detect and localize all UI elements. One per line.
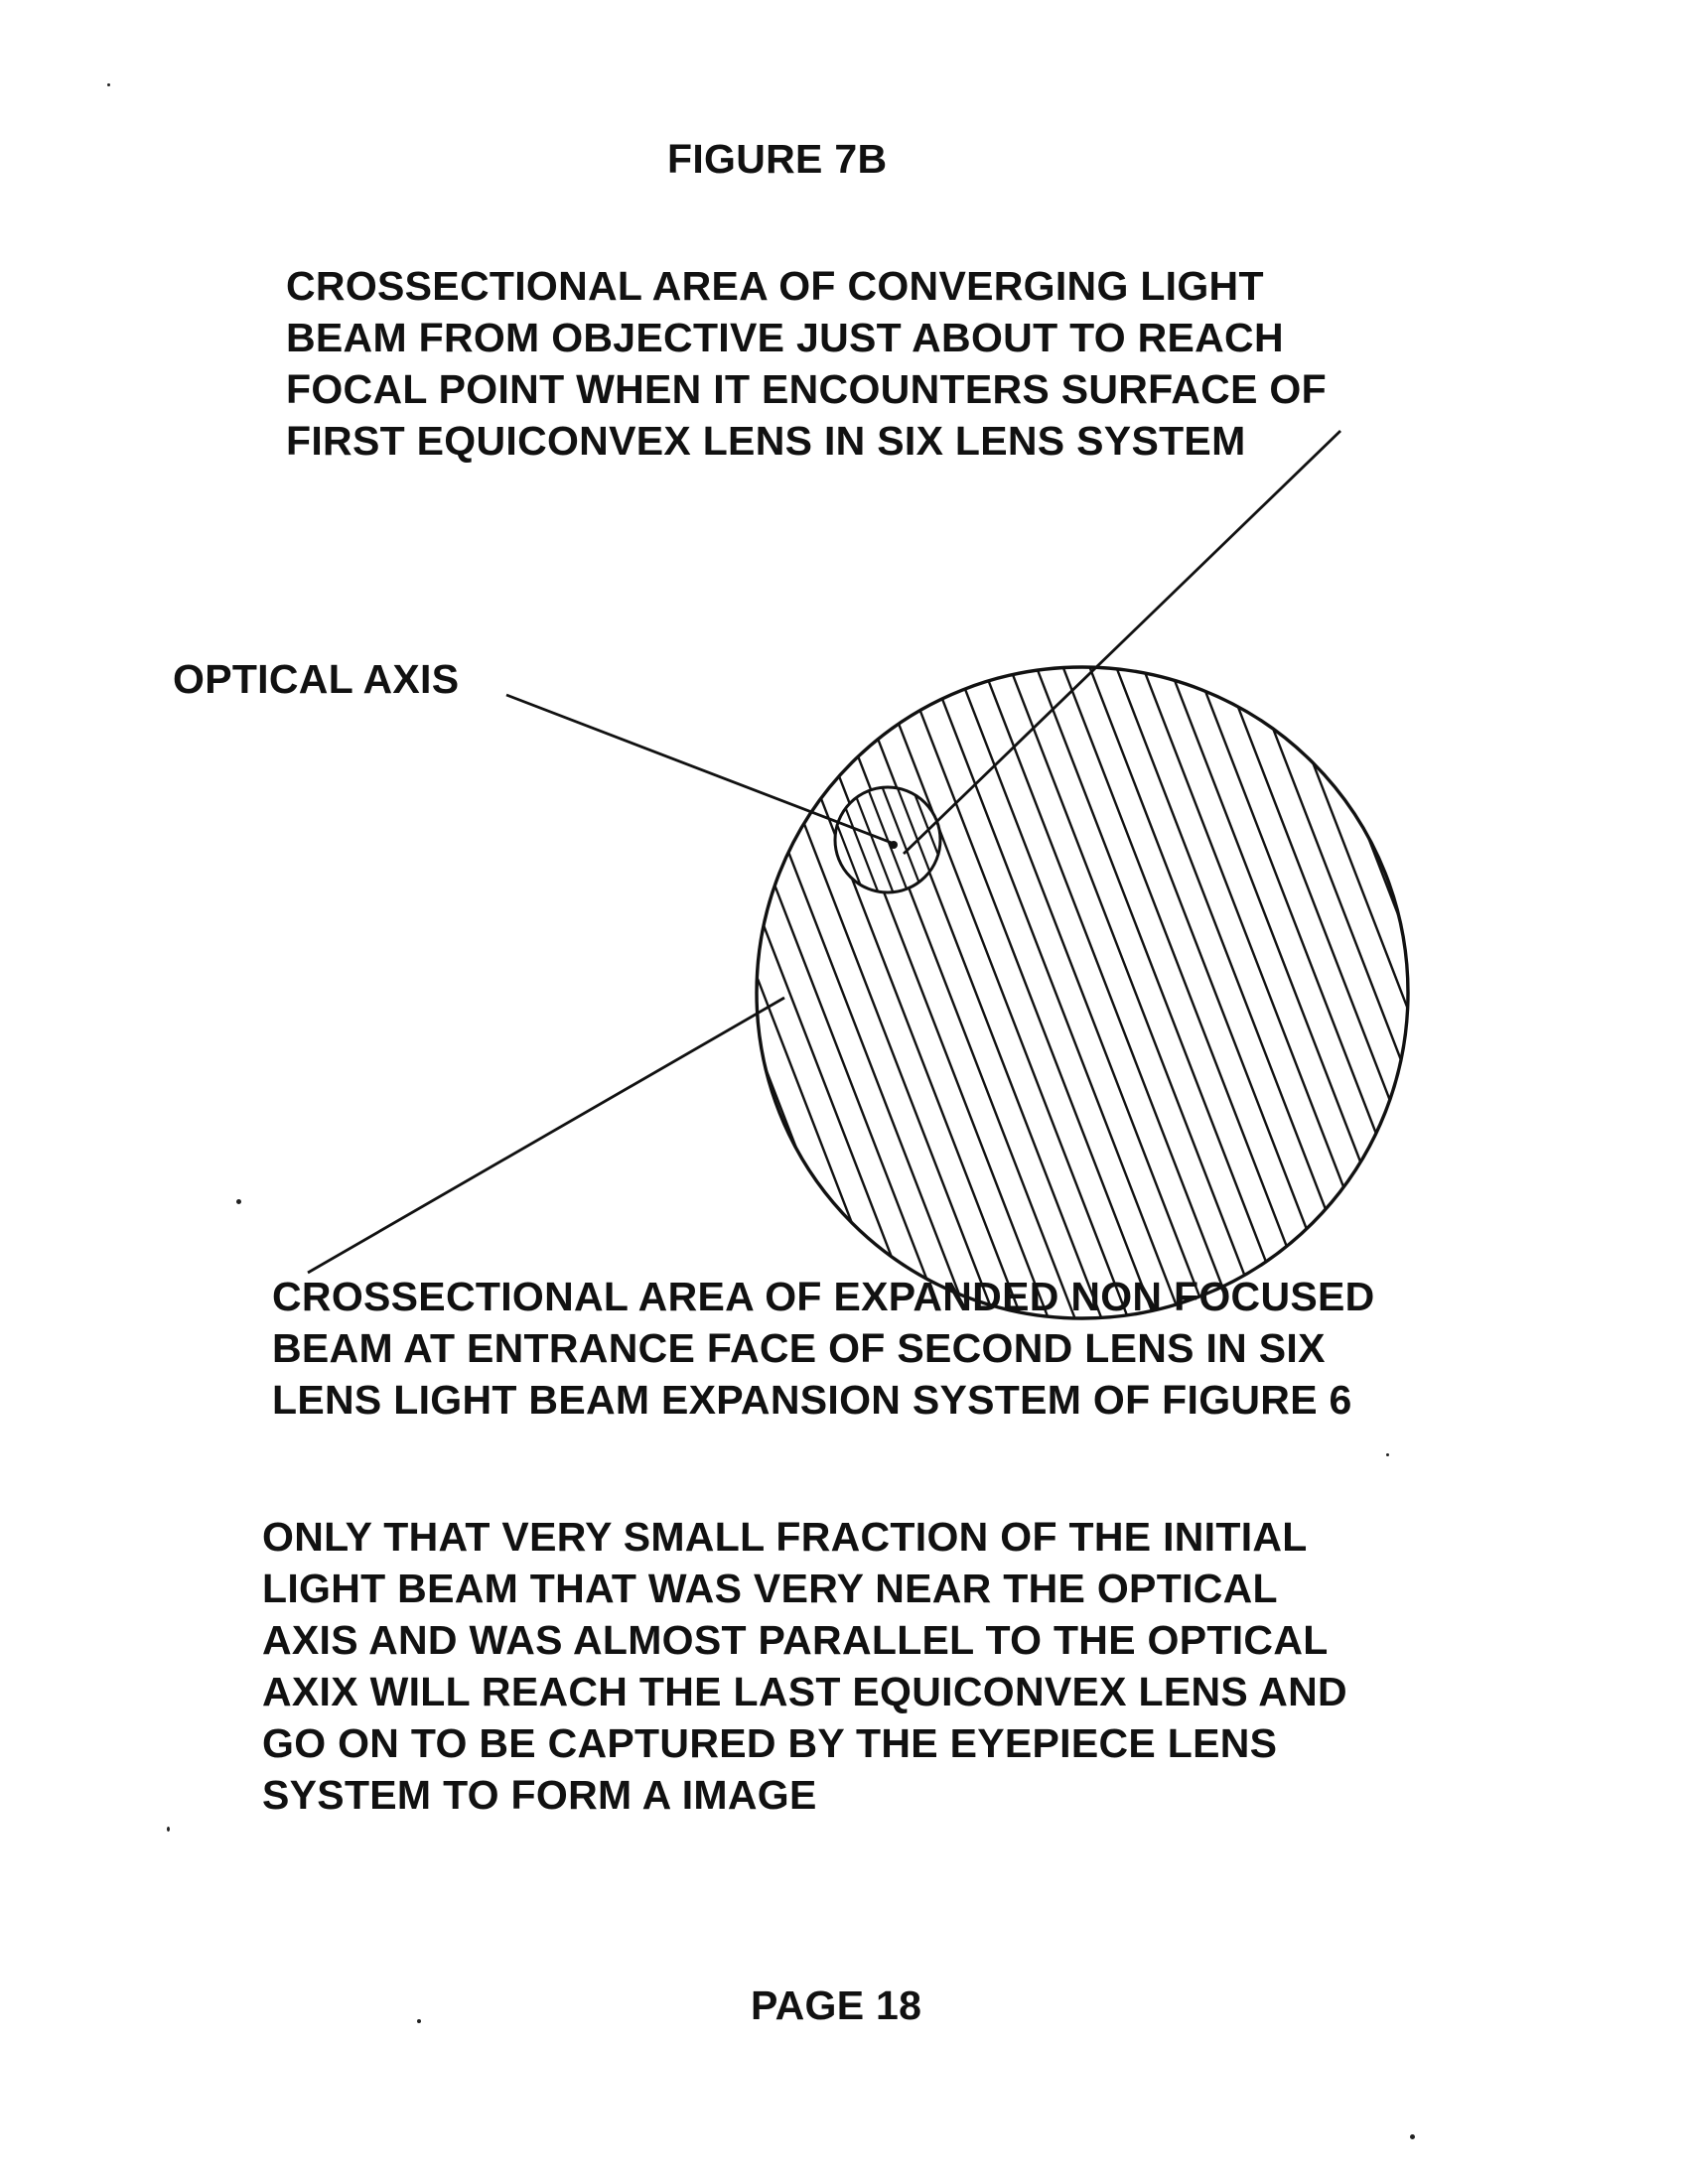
converging-beam-label-line: FIRST EQUICONVEX LENS IN SIX LENS SYSTEM — [286, 418, 1246, 464]
expanded-beam-hatch-line — [1289, 494, 1570, 1223]
note-line: SYSTEM TO FORM A IMAGE — [262, 1772, 817, 1818]
note-line: GO ON TO BE CAPTURED BY THE EYEPIECE LENS — [262, 1720, 1278, 1766]
expanded-beam-hatch-line — [1057, 584, 1338, 1312]
expanded-beam-hatch-line — [988, 611, 1269, 1339]
expanded-beam-hatch-line — [965, 619, 1246, 1348]
page-number: PAGE 18 — [751, 1982, 922, 2028]
scan-speck — [1410, 2134, 1415, 2139]
expanded-beam-hatch-line — [1266, 503, 1547, 1232]
note-line: LIGHT BEAM THAT WAS VERY NEAR THE OPTICAL — [262, 1566, 1278, 1611]
expanded-beam-label-line: CROSSECTIONAL AREA OF EXPANDED NON FOCUSED — [272, 1274, 1375, 1319]
expanded-beam-label-line: BEAM AT ENTRANCE FACE OF SECOND LENS IN SIX — [272, 1325, 1326, 1371]
expanded-beam-hatch-line — [1243, 512, 1524, 1241]
optical-axis-leader-line — [506, 695, 892, 843]
note-line: AXIX WILL REACH THE LAST EQUICONVEX LENS AND — [262, 1669, 1347, 1714]
expanded-beam-hatch-line — [1174, 539, 1455, 1268]
converging-beam-label-line: FOCAL POINT WHEN IT ENCOUNTERS SURFACE OF — [286, 366, 1327, 412]
scan-speck — [167, 1827, 170, 1832]
scan-speck — [107, 83, 110, 86]
expanded-beam-hatch-line — [896, 646, 1177, 1375]
note-line: AXIS AND WAS ALMOST PARALLEL TO THE OPTICAL — [262, 1617, 1329, 1663]
expanded-beam-hatch-line — [941, 628, 1222, 1357]
expanded-beam-hatch-line — [1080, 575, 1361, 1303]
expanded-beam-hatch-line — [1150, 548, 1431, 1277]
optical-axis-label: OPTICAL AXIS — [173, 656, 460, 702]
scan-speck — [1386, 1453, 1389, 1456]
expanded-beam-label — [272, 1271, 1375, 1426]
note-line: ONLY THAT VERY SMALL FRACTION OF THE INITIAL — [262, 1514, 1308, 1560]
expanded-beam-label-line: LENS LIGHT BEAM EXPANSION SYSTEM OF FIGURE 6 — [272, 1377, 1352, 1423]
figure-title: FIGURE 7B — [667, 136, 888, 182]
converging-beam-label-line: BEAM FROM OBJECTIVE JUST ABOUT TO REACH — [286, 315, 1284, 360]
converging-beam-label-line: CROSSECTIONAL AREA OF CONVERGING LIGHT — [286, 263, 1264, 309]
explanatory-note — [262, 1511, 1347, 1821]
expanded-beam-hatch-line — [1035, 593, 1316, 1321]
expanded-beam-hatch-line — [1127, 557, 1408, 1286]
converging-beam-leader-line — [904, 431, 1340, 854]
expanded-beam-leader-line — [308, 998, 784, 1273]
expanded-beam-hatch-line — [1219, 521, 1500, 1250]
scan-speck — [236, 1199, 241, 1204]
expanded-beam-hatch-line — [1196, 530, 1477, 1259]
scan-speck — [417, 2019, 421, 2023]
expanded-beam-hatch-line — [918, 637, 1199, 1366]
